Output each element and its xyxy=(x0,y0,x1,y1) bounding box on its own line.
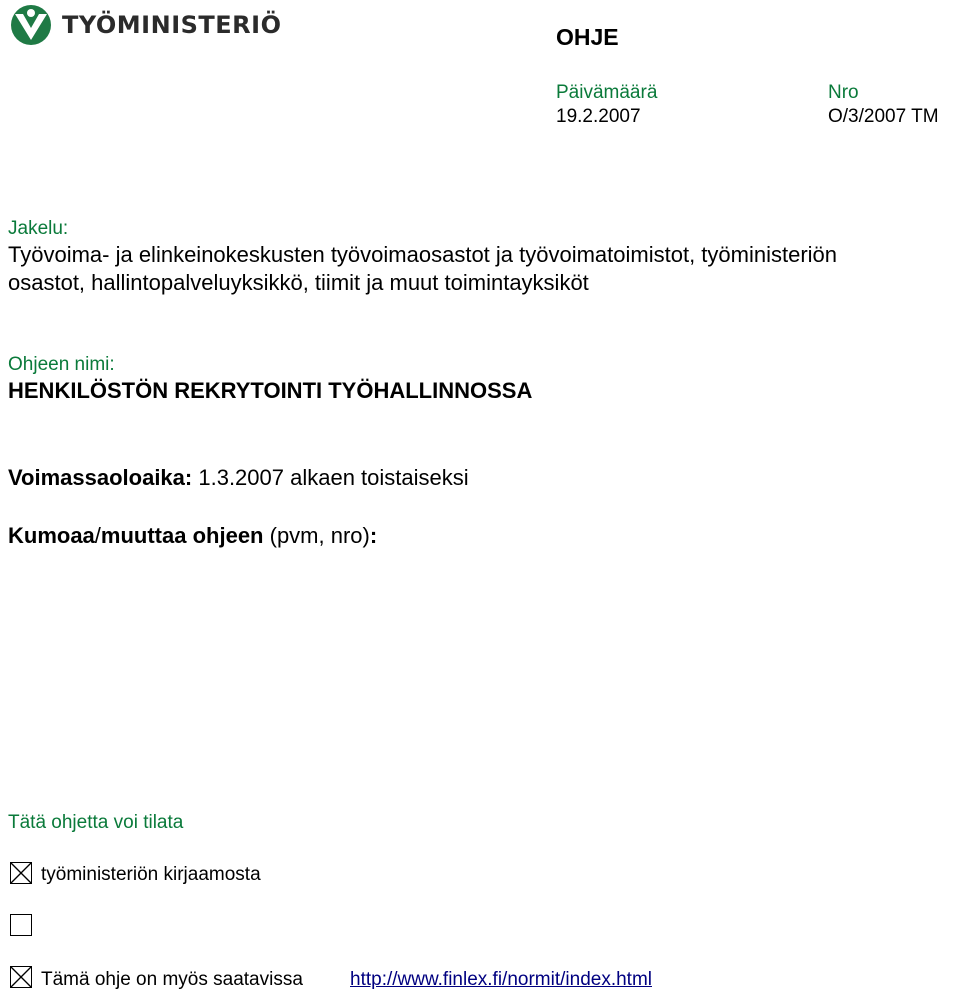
ordering-label: Tätä ohjetta voi tilata xyxy=(8,812,184,833)
number-label: Nro xyxy=(828,82,859,103)
distribution-line-1: Työvoima- ja elinkeinokeskusten työvoimaosastot ja työvoimatoimistot, työministeriön xyxy=(8,242,838,267)
validity-row xyxy=(8,465,469,491)
validity-label: Voimassaoloaika: xyxy=(8,465,193,490)
empty-checkbox[interactable] xyxy=(10,914,32,936)
ministry-emblem-icon xyxy=(8,4,54,46)
available-online-label: Tämä ohje on myös saatavissa xyxy=(41,969,303,990)
order-from-registry-label: työministeriön kirjaamosta xyxy=(41,864,261,885)
distribution-line-2: osastot, hallintopalveluyksikkö, tiimit ja muut toimintayksiköt xyxy=(8,270,589,295)
ministry-logo xyxy=(8,4,282,46)
distribution-label: Jakelu: xyxy=(8,218,69,239)
replaces-hint: (pvm, nro) xyxy=(269,523,370,548)
replaces-label-1: Kumoaa xyxy=(8,523,95,548)
date-label: Päivämäärä xyxy=(556,82,658,103)
order-from-registry-checkbox[interactable] xyxy=(10,862,32,884)
available-online-checkbox[interactable] xyxy=(10,966,32,988)
replaces-label-2: muuttaa ohjeen xyxy=(100,523,264,548)
date-value: 19.2.2007 xyxy=(556,106,641,127)
document-type: OHJE xyxy=(556,24,619,50)
validity-value: 1.3.2007 alkaen toistaiseksi xyxy=(198,465,469,490)
replaces-row xyxy=(8,523,377,549)
checked-cross-icon xyxy=(10,862,32,884)
replaces-slash: / xyxy=(94,523,101,548)
finlex-link[interactable]: http://www.finlex.fi/normit/index.html xyxy=(350,969,652,990)
replaces-colon: : xyxy=(369,523,378,548)
number-value: O/3/2007 TM xyxy=(828,106,939,127)
checked-cross-icon xyxy=(10,966,32,988)
available-online-row xyxy=(41,969,303,991)
guide-name-label: Ohjeen nimi: xyxy=(8,354,115,375)
logo-text: TYÖMINISTERIÖ xyxy=(62,11,282,39)
guide-title: HENKILÖSTÖN REKRYTOINTI TYÖHALLINNOSSA xyxy=(8,378,533,403)
